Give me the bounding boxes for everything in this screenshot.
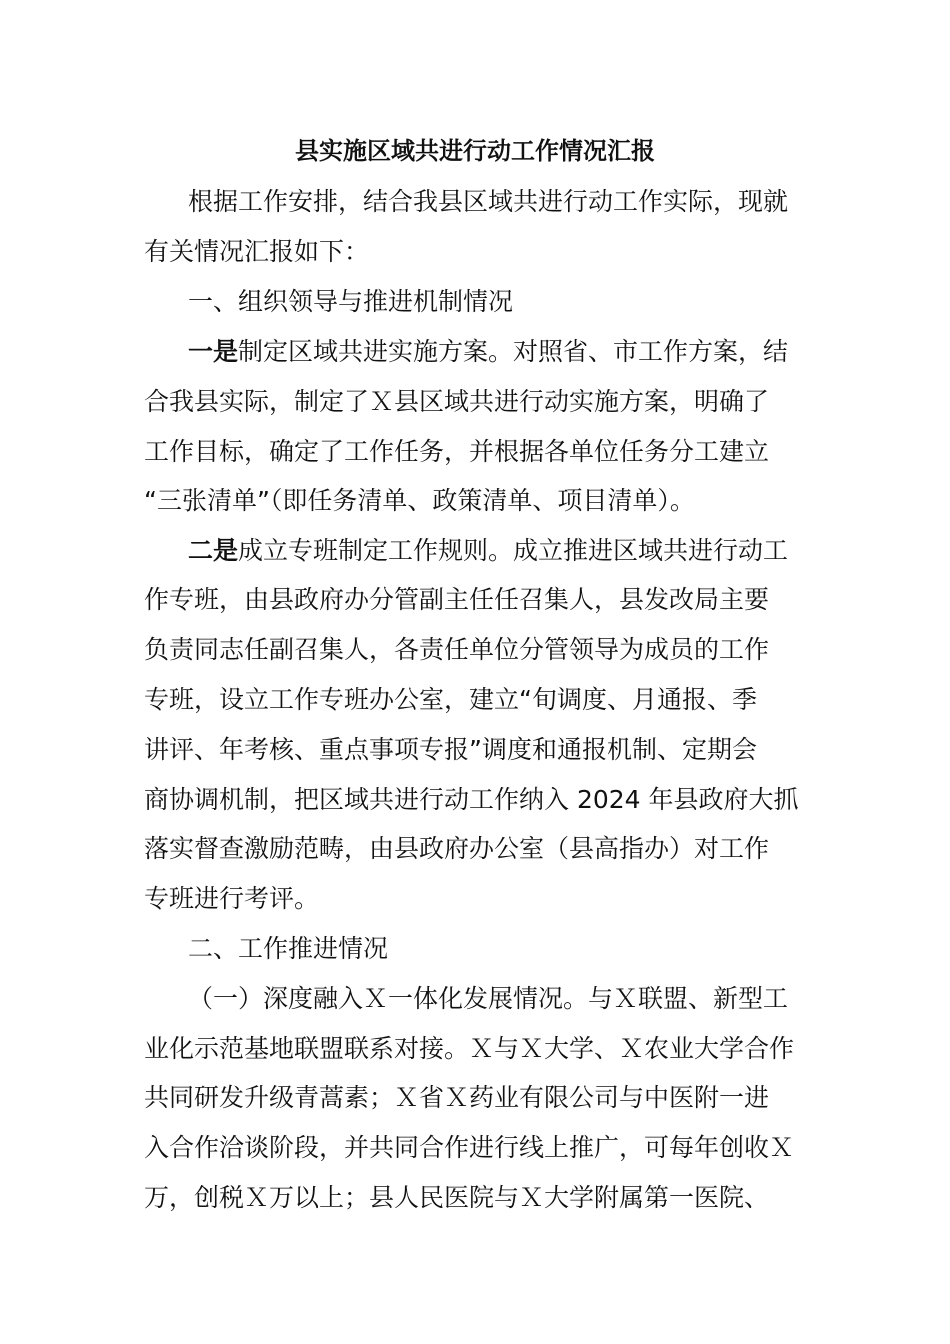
paragraph-text: 制定区域共进实施方案。对照省、市工作方案，结 — [238, 337, 789, 366]
paragraph-line: 负责同志任副召集人，各责任单位分管领导为成员的工作 — [144, 635, 770, 664]
section-heading: 二、工作推进情况 — [188, 934, 389, 963]
paragraph-line: 入合作洽谈阶段，并共同合作进行线上推广，可每年创收Ｘ — [144, 1133, 795, 1162]
paragraph-line: 专班，设立工作专班办公室，建立“旬调度、月通报、季 — [144, 685, 757, 714]
document-title: 县实施区域共进行动工作情况汇报 — [295, 137, 655, 165]
paragraph-line: 有关情况汇报如下： — [144, 237, 370, 266]
paragraph-line: 作专班，由县政府办分管副主任任召集人，县发改局主要 — [144, 585, 770, 614]
paragraph-line: 合我县实际，制定了Ｘ县区域共进行动实施方案，明确了 — [144, 387, 770, 416]
paragraph-text: 成立专班制定工作规则。成立推进区域共进行动工 — [238, 536, 789, 565]
paragraph-line: 根据工作安排，结合我县区域共进行动工作实际，现就 — [188, 187, 789, 216]
paragraph-line: 业化示范基地联盟联系对接。Ｘ与Ｘ大学、Ｘ农业大学合作 — [144, 1034, 795, 1063]
paragraph-line: 商协调机制，把区域共进行动工作纳入 2024 年县政府大抓 — [144, 785, 799, 814]
paragraph-line: 讲评、年考核、重点事项专报”调度和通报机制、定期会 — [144, 735, 757, 764]
paragraph-lead: 二是 — [188, 536, 239, 565]
paragraph-line — [188, 534, 868, 568]
paragraph-line: 工作目标，确定了工作任务，并根据各单位任务分工建立 — [144, 437, 770, 466]
paragraph-line: “三张清单”（即任务清单、政策清单、项目清单）。 — [144, 486, 695, 515]
section-heading: 一、组织领导与推进机制情况 — [188, 287, 514, 316]
paragraph-line: 万，创税Ｘ万以上；县人民医院与Ｘ大学附属第一医院、 — [144, 1183, 770, 1212]
paragraph-line — [188, 335, 868, 369]
paragraph-line: 共同研发升级青蒿素；Ｘ省Ｘ药业有限公司与中医附一进 — [144, 1083, 770, 1112]
paragraph-line: （一）深度融入Ｘ一体化发展情况。与Ｘ联盟、新型工 — [188, 984, 789, 1013]
paragraph-lead: 一是 — [188, 337, 239, 366]
paragraph-line: 专班进行考评。 — [144, 884, 320, 913]
paragraph-line: 落实督查激励范畴，由县政府办公室（县高指办）对工作 — [144, 834, 770, 863]
